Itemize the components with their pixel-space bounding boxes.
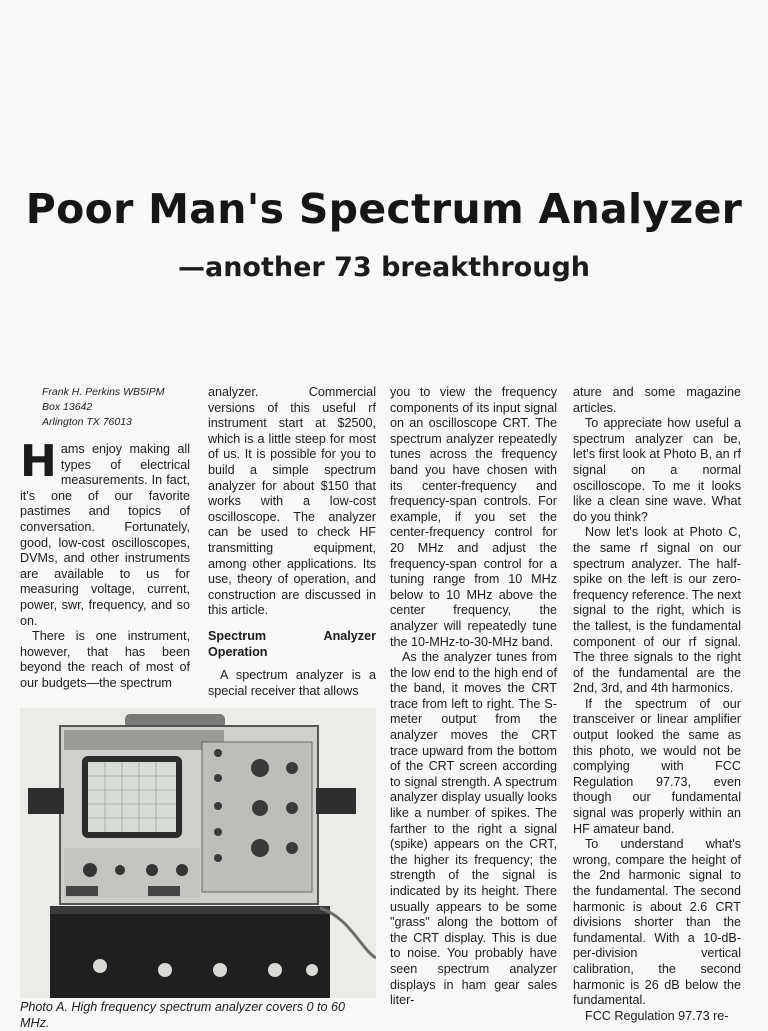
author-byline (42, 385, 165, 430)
article-title: Poor Man's Spectrum Analyzer (25, 185, 743, 233)
article-subtitle: —another 73 breakthrough (177, 252, 590, 283)
paragraph: There is one instrument, however, that has been beyond the reach of most of our budgets—the spectrum (20, 629, 190, 690)
paragraph: A spectrum analyzer is a special receiver that allows (208, 668, 376, 698)
drop-cap: H (20, 436, 57, 487)
paragraph: To understand what's wrong, compare the height of the 2nd harmonic signal to the fundamental. The second harmonic is about 2.6 CRT divisions shorter than the fundamental. With a 10-dB-per-division vertical calibration, the second harmonic is 26 dB below the fundamental. (573, 837, 741, 1008)
paragraph (20, 436, 190, 629)
paragraph: If the spectrum of our transceiver or linear amplifier output looked the same as this photo, we would not be complying with FCC Regulation 97.73, even though our fundamental signal was properly within an HF amateur band. (573, 696, 741, 836)
column-2 (208, 385, 376, 699)
author-city: Arlington TX 76013 (42, 416, 132, 428)
paragraph: Now let's look at Photo C, the same rf signal on our spectrum analyzer. The half-spike on the left is our zero-frequency reference. The next signal to the right, which is the tallest, is the fundamental component of our rf signal. The three signals to the right of the fundamental are the 2nd, 3rd, and 4th harmonics. (573, 525, 741, 696)
paragraph: To appreciate how useful a spectrum analyzer can be, let's first look at Photo B, an rf signal on a normal oscilloscope. To me it looks like a clean sine wave. What do you think? (573, 416, 741, 524)
section-heading: Spectrum Analyzer Operation (208, 628, 376, 659)
column-3 (390, 385, 557, 1009)
author-name: Frank H. Perkins WB5IPM (42, 386, 165, 398)
photo-a-spectrum-analyzer (20, 708, 376, 998)
paragraph-text: ams enjoy making all types of electrical measurements. In fact, it's one of our favorite pastimes and topics of conversation. Fortunately, good, low-cost oscilloscopes, DVMs, and other instruments are available to us for measuring voltage, current, power, swr, frequency, and so on. (20, 442, 190, 628)
oscilloscope-illustration (20, 708, 376, 998)
column-4 (573, 385, 741, 1024)
photo-caption: Photo A. High frequency spectrum analyzer covers 0 to 60 MHz. (20, 1000, 346, 1030)
paragraph: you to view the frequency components of its input signal on an oscilloscope CRT. The spectrum analyzer repeatedly tunes across the frequency band you have chosen with its center-frequency and frequency-span controls. For example, if you set the center-frequency control for 20 MHz and adjust the frequency-span control for a tuning range from 10 MHz below to 10 MHz above the center frequency, the analyzer will repeatedly tune the 10-MHz-to-30-MHz band. (390, 385, 557, 649)
paragraph: As the analyzer tunes from the low end to the high end of the band, it moves the CRT trace from left to right. The S-meter output from the analyzer moves the CRT trace upward from the bottom of the CRT screen according to signal strength. A spectrum analyzer display usually looks like a number of spikes. The farther to the right a signal (spike) appears on the CRT, the higher its frequency; the strength of the signal is indicated by its height. There usually appears to be some "grass" along the bottom of the CRT display. This is due to noise. You probably have seen spectrum analyzer displays in ham gear sales liter- (390, 650, 557, 1008)
paragraph: analyzer. Commercial versions of this useful rf instrument start at $2500, which is a little steep for most of us. It is possible for you to build a simple spectrum analyzer for about $150 that works with a low-cost oscilloscope. The analyzer can be used to check HF transmitting equipment, among other applications. Its use, theory of operation, and construction are discussed in this article. (208, 385, 376, 618)
paragraph: FCC Regulation 97.73 re- (585, 1008, 729, 1023)
paragraph: ature and some magazine articles. (573, 385, 741, 415)
column-1 (20, 436, 190, 692)
author-box: Box 13642 (42, 401, 93, 413)
